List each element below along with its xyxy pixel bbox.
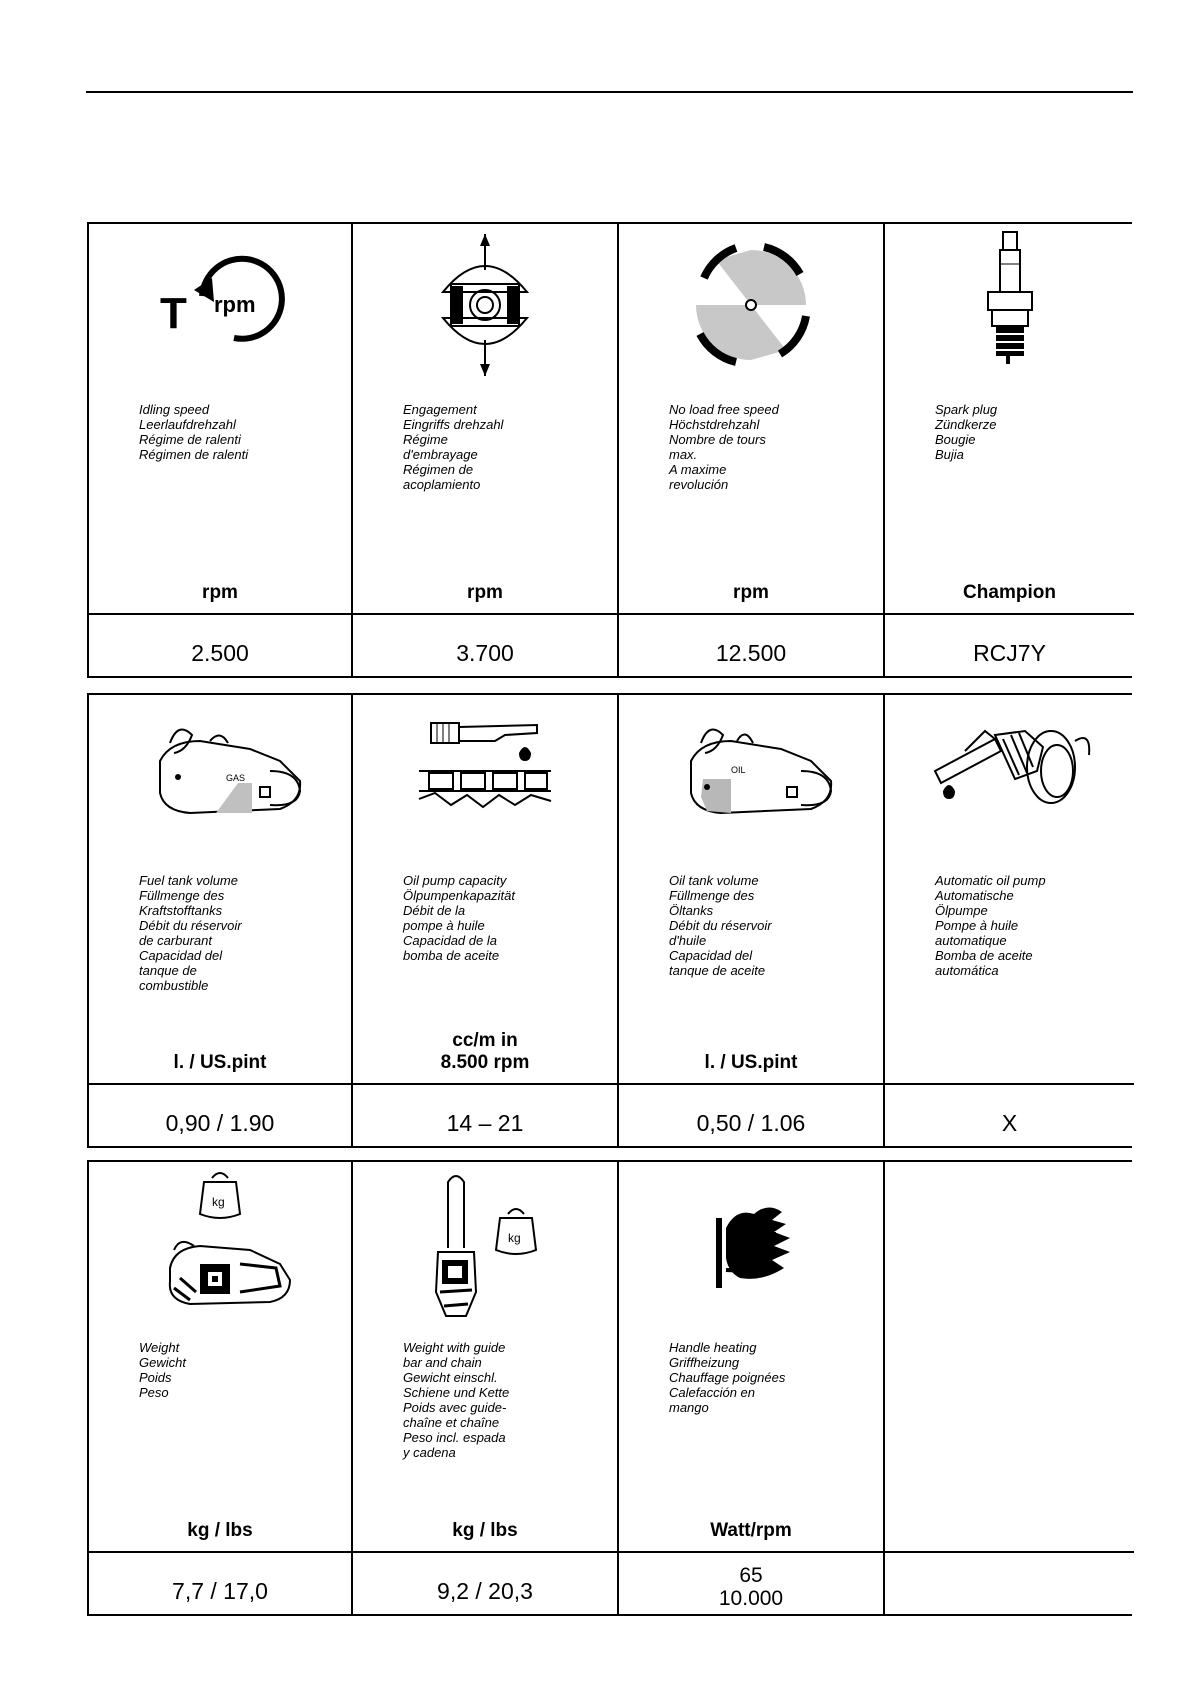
description-text: No load free speed Höchstdrehzahl Nombre de tours max. A maxime revolución [669, 402, 779, 492]
oil-pump-icon [353, 701, 617, 851]
spec-value: 12.500 [715, 640, 787, 666]
unit-label: l. / US.pint [173, 1052, 267, 1073]
spec-value: 2.500 [191, 640, 249, 666]
svg-text:GAS: GAS [226, 773, 246, 783]
spec-row-2 [87, 693, 1132, 1148]
spec-cell-idle-speed [89, 224, 353, 676]
header-rule [86, 91, 1133, 93]
handle-heating-icon [619, 1168, 883, 1318]
spec-cell-oil-pump-capacity [353, 695, 619, 1146]
description-text: Automatic oil pump Automatische Ölpumpe Pompe à huile automatique Bomba de aceite automática [935, 873, 1046, 978]
spec-cell-weight-with-bar-chain [353, 1162, 619, 1614]
description-text: Oil tank volume Füllmenge des Öltanks Débit du réservoir d'huile Capacidad del tanque de aceite [669, 873, 772, 978]
description-text: Weight with guide bar and chain Gewicht einschl. Schiene und Kette Poids avec guide- chaîne et chaîne Peso incl. espada y cadena [403, 1340, 510, 1460]
spec-value: 0,90 / 1.90 [165, 1110, 275, 1136]
fuel-tank-icon [89, 701, 351, 851]
unit-label: kg / lbs [187, 1520, 253, 1541]
description-text: Idling speed Leerlaufdrehzahl Régime de ralenti Régimen de ralenti [139, 402, 249, 462]
spec-value: 3.700 [456, 640, 514, 666]
svg-text:T: T [160, 289, 187, 338]
weight-bar-chain-icon [353, 1168, 617, 1318]
spec-cell-automatic-oil-pump [885, 695, 1134, 1146]
spec-cell-clutch-engagement [353, 224, 619, 676]
clutch-icon [353, 230, 617, 380]
unit-label: Champion [963, 582, 1056, 603]
auto-oil-pump-icon [885, 701, 1134, 851]
spec-value: RCJ7Y [973, 640, 1046, 666]
spec-value: X [1001, 1110, 1018, 1136]
spec-value: 65 10.000 [718, 1564, 784, 1610]
svg-text:kg: kg [212, 1195, 225, 1209]
unit-label: rpm [467, 582, 503, 603]
spec-cell-handle-heating [619, 1162, 885, 1614]
svg-text:kg: kg [508, 1231, 521, 1245]
oil-tank-icon [619, 701, 883, 851]
spec-row-1 [87, 222, 1132, 678]
spec-cell-empty [885, 1162, 1134, 1614]
description-text: Handle heating Griffheizung Chauffage poignées Calefacción en mango [669, 1340, 786, 1415]
weight-icon [89, 1168, 351, 1318]
description-text: Engagement Eingriffs drehzahl Régime d'embrayage Régimen de acoplamiento [403, 402, 504, 492]
unit-label: rpm [202, 582, 238, 603]
spec-value: 14 – 21 [446, 1110, 524, 1136]
spec-cell-spark-plug [885, 224, 1134, 676]
unit-label: Watt/rpm [710, 1520, 792, 1541]
unit-label: rpm [733, 582, 769, 603]
max-speed-icon [619, 230, 883, 380]
spec-value: 0,50 / 1.06 [696, 1110, 806, 1136]
svg-text:OIL: OIL [731, 765, 746, 775]
description-text: Fuel tank volume Füllmenge des Kraftstofftanks Débit du réservoir de carburant Capacidad del tanque de combustible [139, 873, 242, 993]
unit-label: cc/m in 8.500 rpm [440, 1030, 530, 1073]
spec-cell-oil-tank [619, 695, 885, 1146]
spec-value: 7,7 / 17,0 [172, 1578, 268, 1604]
spec-cell-max-speed [619, 224, 885, 676]
spec-row-3 [87, 1160, 1132, 1616]
description-text: Spark plug Zündkerze Bougie Bujia [935, 402, 998, 462]
svg-text:rpm: rpm [214, 292, 256, 317]
idle-speed-icon [89, 230, 351, 380]
unit-label: kg / lbs [452, 1520, 518, 1541]
spark-plug-icon [885, 230, 1134, 380]
spec-cell-fuel-tank [89, 695, 353, 1146]
unit-label: l. / US.pint [704, 1052, 798, 1073]
description-text: Oil pump capacity Ölpumpenkapazität Débit de la pompe à huile Capacidad de la bomba de aceite [403, 873, 516, 963]
spec-cell-weight [89, 1162, 353, 1614]
description-text: Weight Gewicht Poids Peso [139, 1340, 186, 1400]
spec-value: 9,2 / 20,3 [437, 1578, 533, 1604]
